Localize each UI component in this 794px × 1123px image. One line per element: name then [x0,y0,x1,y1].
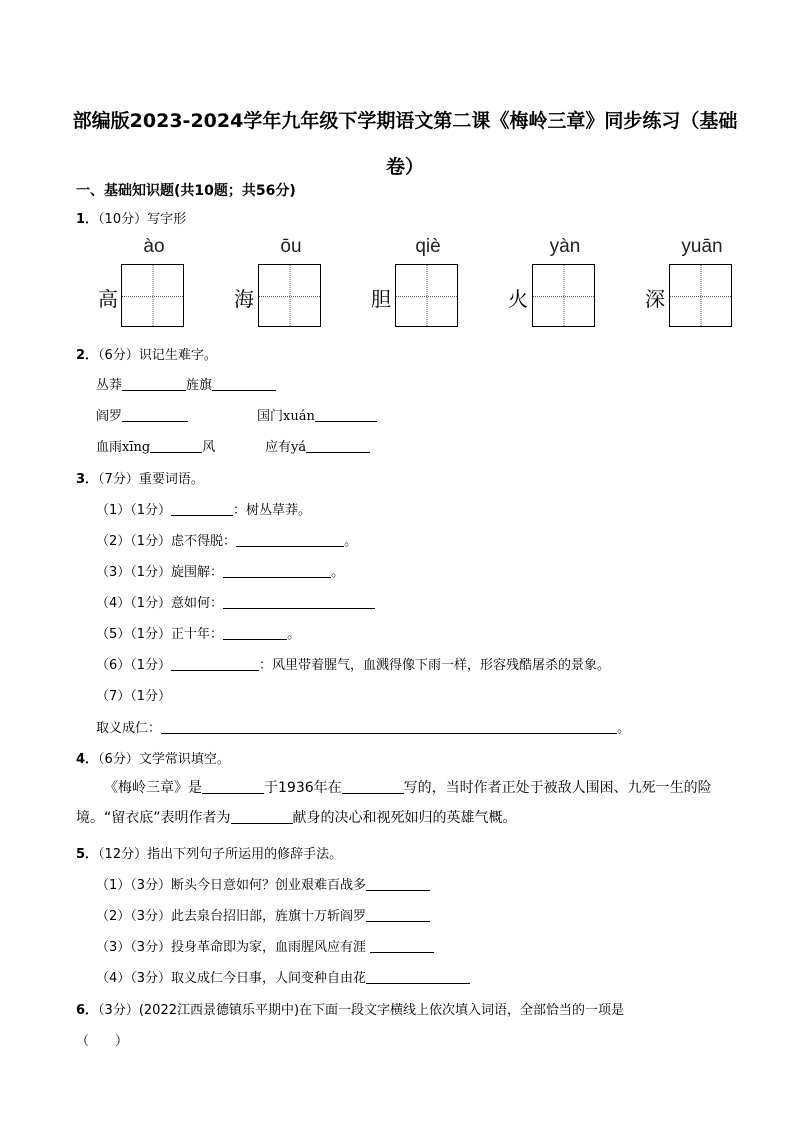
sub-question-text: 旋围解： [171,565,224,580]
pinyin-label: yàn [549,236,581,257]
answer-blank[interactable] [171,501,233,516]
q3-item-7-answer [96,717,630,736]
q2-line-3b [265,436,370,455]
q2-line-2 [96,405,188,424]
question-score: （6分） [98,348,139,363]
sub-question-label: （5）（1分） [96,627,172,642]
sub-question-label: （1）（1分） [96,503,172,518]
answer-blank[interactable] [223,625,287,640]
answer-blank[interactable] [122,376,186,391]
question-text: 指出下列句子所运用的修辞手法。 [147,847,343,862]
given-character: 深 [645,287,665,311]
question-score: （6分） [98,752,139,767]
sub-question-label: （2）（3分） [96,909,172,924]
q3-item-1 [96,499,311,518]
writing-box[interactable] [121,264,184,327]
question-4-header [76,748,230,767]
q3-item-2 [96,530,357,549]
question-text: 重要词语。 [138,472,204,487]
answer-blank[interactable] [366,876,430,891]
question-score: （7分） [98,472,139,487]
writing-box[interactable] [669,264,732,327]
question-3-header [76,468,204,487]
given-character: 火 [508,287,528,311]
question-2-header [76,344,217,363]
question-5-header [76,843,342,862]
vocab-word: 丛莽 [96,378,123,393]
answer-blank[interactable] [342,779,404,794]
sub-question-text: 此去泉台招旧部，旌旗十万斩阎罗 [171,909,367,924]
q2-line-3 [96,436,215,455]
sub-question-text: 。 [344,534,358,549]
question-number: 6． [76,1003,99,1018]
pinyin-label: ào [143,236,165,257]
answer-blank[interactable] [236,532,344,547]
sub-question-label: （4）（3分） [96,971,172,986]
sub-question-text: ：风里带着腥气，血溅得像下雨一样，形容残酷屠杀的景象。 [259,658,611,673]
answer-blank[interactable] [315,407,377,422]
vocab-word: 风 [202,440,216,455]
sub-question-label: （3）（3分） [96,940,172,955]
vocab-word: 旌旗 [186,378,213,393]
vocab-word: 阎罗 [96,409,123,424]
q5-item-4 [96,967,470,986]
sub-question-text: 。 [287,627,301,642]
answer-blank[interactable] [366,907,430,922]
section-heading: 一、基础知识题(共10题；共56分) [76,183,296,199]
sub-question-label: （6）（1分） [96,658,172,673]
sub-question-label: （7）（1分） [96,689,172,704]
q3-item-5 [96,623,300,642]
answer-blank[interactable] [161,719,617,734]
writing-box[interactable] [395,264,458,327]
question-number: 3． [76,472,99,487]
answer-blank[interactable] [212,376,276,391]
sub-question-text: 。 [617,721,631,736]
answer-blank[interactable] [223,594,375,609]
q3-item-6 [96,654,610,673]
q5-item-2 [96,905,430,924]
page-title: 部编版2023-2024学年九年级下学期语文第二课《梅岭三章》同步练习（基础卷） [72,110,738,178]
paragraph-text: 写的，当时作者正处于被敌人围困、九死一生的险境。“留衣底”表明作者为 [76,780,712,826]
answer-blank[interactable] [202,779,264,794]
vocab-word: 国门xuán [257,409,315,424]
writing-box[interactable] [532,264,595,327]
pinyin-label: ōu [280,236,302,257]
question-score: （3分） [98,1003,139,1018]
question-score: （10分） [98,212,148,227]
q2-line-1 [96,374,276,393]
answer-parentheses[interactable]: （ ） [76,1034,129,1049]
sub-question-text: 虑不得脱： [171,534,237,549]
sub-question-text: 正十年： [171,627,224,642]
pinyin-label: qiè [415,236,441,257]
sub-question-label: （2）（1分） [96,534,172,549]
question-text: 文学常识填空。 [138,752,230,767]
answer-blank[interactable] [366,969,470,984]
q2-line-2b [257,405,377,424]
given-character: 胆 [371,287,391,311]
q3-item-4 [96,592,375,611]
answer-blank[interactable] [150,438,202,453]
vocab-word: 应有yá [265,440,307,455]
q5-item-3 [96,936,434,955]
q3-item-3 [96,561,344,580]
sub-question-text: 意如何： [171,596,224,611]
question-1-header [76,208,186,227]
sub-question-text: 断头今日意如何？创业艰难百战多 [171,878,367,893]
given-character: 海 [234,287,254,311]
question-score: （12分） [98,847,148,862]
paragraph-text: 《梅岭三章》是 [104,780,202,796]
answer-blank[interactable] [231,809,293,824]
pinyin-label: yuān [681,236,723,257]
question-6-header [76,999,624,1018]
q4-paragraph [76,773,748,833]
question-number: 5． [76,847,99,862]
answer-blank[interactable] [370,938,434,953]
sub-question-text: 。 [331,565,345,580]
sub-question-text: 取义成仁今日事，人间变种自由花 [171,971,367,986]
answer-blank[interactable] [171,656,259,671]
question-text: 识记生难字。 [138,348,217,363]
answer-blank[interactable] [122,407,188,422]
paragraph-text: 于1936年在 [264,780,342,796]
sub-question-label: （1）（3分） [96,878,172,893]
sub-question-text: 投身革命即为家，血雨腥风应有涯 [171,940,371,955]
writing-box[interactable] [258,264,321,327]
question-text: 写字形 [147,212,187,227]
sub-question-text: ：树丛草莽。 [233,503,312,518]
question-number: 2． [76,348,99,363]
paragraph-text: 献身的决心和视死如归的英雄气概。 [292,810,517,826]
question-text: (2022江西景德镇乐平期中)在下面一段文字横线上依次填入词语，全部恰当的一项是 [138,1003,625,1018]
sub-question-label: （3）（1分） [96,565,172,580]
sub-question-text: 取义成仁： [96,721,162,736]
question-number: 1． [76,212,99,227]
vocab-word: 血雨xīng [96,440,151,455]
q5-item-1 [96,874,430,893]
sub-question-label: （4）（1分） [96,596,172,611]
q3-item-7 [96,685,171,704]
answer-blank[interactable] [306,438,370,453]
question-number: 4． [76,752,99,767]
answer-blank[interactable] [223,563,331,578]
given-character: 高 [98,287,118,311]
